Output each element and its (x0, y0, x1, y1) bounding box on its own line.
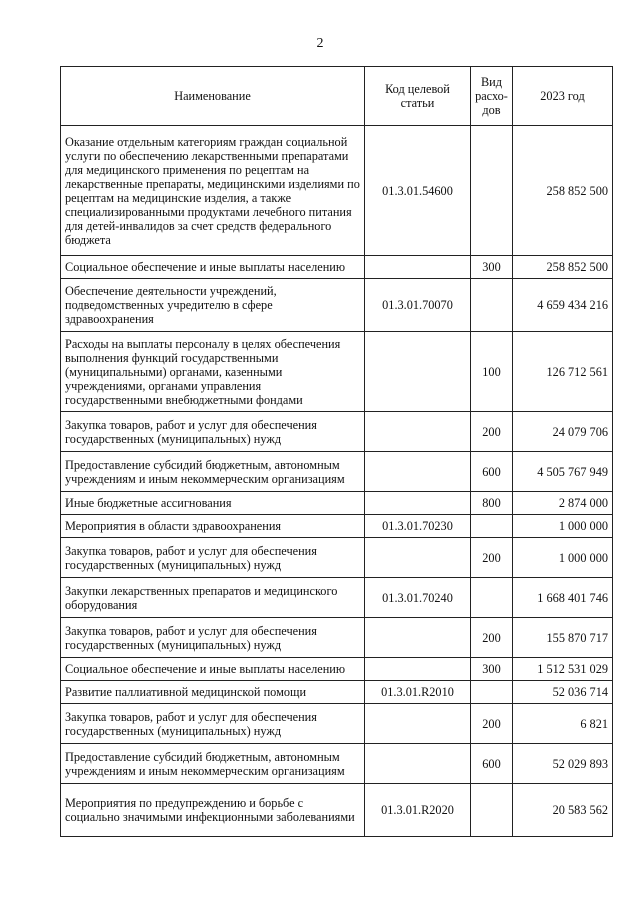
row-amount: 4 659 434 216 (513, 279, 613, 332)
row-code (365, 332, 471, 412)
table-row (61, 784, 613, 837)
row-amount: 24 079 706 (513, 412, 613, 452)
table-row (61, 515, 613, 538)
row-vid: 200 (471, 704, 513, 744)
table-row (61, 126, 613, 256)
row-name: Обеспечение деятельности учреждений, подведомственных учредителю в сфере здравоохранения (61, 279, 365, 332)
row-code (365, 538, 471, 578)
row-code (365, 256, 471, 279)
table-row (61, 279, 613, 332)
row-name: Закупка товаров, работ и услуг для обеспечения государственных (муниципальных) нужд (61, 412, 365, 452)
row-name: Социальное обеспечение и иные выплаты населению (61, 256, 365, 279)
row-code (365, 744, 471, 784)
row-name: Предоставление субсидий бюджетным, автономным учреждениям и иным некоммерческим организациям (61, 452, 365, 492)
row-code (365, 618, 471, 658)
row-vid: 100 (471, 332, 513, 412)
header-year: 2023 год (513, 67, 613, 126)
row-code (365, 492, 471, 515)
row-name: Предоставление субсидий бюджетным, автономным учреждениям и иным некоммерческим организациям (61, 744, 365, 784)
row-vid (471, 126, 513, 256)
row-name: Развитие паллиативной медицинской помощи (61, 681, 365, 704)
row-vid: 600 (471, 452, 513, 492)
row-code: 01.3.01.R2020 (365, 784, 471, 837)
row-vid: 600 (471, 744, 513, 784)
row-name: Социальное обеспечение и иные выплаты населению (61, 658, 365, 681)
row-code (365, 658, 471, 681)
table-row (61, 704, 613, 744)
row-name: Закупка товаров, работ и услуг для обеспечения государственных (муниципальных) нужд (61, 618, 365, 658)
row-code: 01.3.01.R2010 (365, 681, 471, 704)
header-vid: Вид расхо-дов (471, 67, 513, 126)
row-name: Закупка товаров, работ и услуг для обеспечения государственных (муниципальных) нужд (61, 704, 365, 744)
row-vid: 800 (471, 492, 513, 515)
row-amount: 1 000 000 (513, 515, 613, 538)
row-vid: 200 (471, 412, 513, 452)
row-vid: 200 (471, 618, 513, 658)
row-code: 01.3.01.70240 (365, 578, 471, 618)
row-name: Оказание отдельным категориям граждан социальной услуги по обеспечению лекарственными препаратами для медицинского применения по рецептам на лекарственные препараты, медицинскими изделиями по рецептам на медицинские изделия, а также специализированными продуктами лечебного питания для детей-инвалидов за счет средств федерального бюджета (61, 126, 365, 256)
table-row (61, 578, 613, 618)
row-name: Мероприятия в области здравоохранения (61, 515, 365, 538)
row-amount: 52 029 893 (513, 744, 613, 784)
row-name: Закупки лекарственных препаратов и медицинского оборудования (61, 578, 365, 618)
row-name: Мероприятия по предупреждению и борьбе с социально значимыми инфекционными заболеваниями (61, 784, 365, 837)
page-number: 2 (316, 36, 324, 51)
row-code (365, 704, 471, 744)
row-vid (471, 578, 513, 618)
table-row (61, 412, 613, 452)
row-amount: 52 036 714 (513, 681, 613, 704)
table-row (61, 618, 613, 658)
row-code: 01.3.01.70230 (365, 515, 471, 538)
row-name: Закупка товаров, работ и услуг для обеспечения государственных (муниципальных) нужд (61, 538, 365, 578)
row-amount: 258 852 500 (513, 126, 613, 256)
row-amount: 2 874 000 (513, 492, 613, 515)
row-vid (471, 515, 513, 538)
row-vid: 200 (471, 538, 513, 578)
row-amount: 258 852 500 (513, 256, 613, 279)
header-code: Код целевой статьи (365, 67, 471, 126)
row-vid: 300 (471, 256, 513, 279)
row-vid (471, 681, 513, 704)
row-code: 01.3.01.70070 (365, 279, 471, 332)
table-row (61, 681, 613, 704)
budget-table (60, 66, 613, 837)
table-row (61, 452, 613, 492)
table-header-row (61, 67, 613, 126)
row-vid: 300 (471, 658, 513, 681)
row-vid (471, 784, 513, 837)
row-amount: 1 000 000 (513, 538, 613, 578)
row-amount: 1 668 401 746 (513, 578, 613, 618)
row-amount: 1 512 531 029 (513, 658, 613, 681)
row-amount: 4 505 767 949 (513, 452, 613, 492)
row-name: Расходы на выплаты персоналу в целях обеспечения выполнения функций государственными (муниципальными) органами, казенными учреждениями, органами управления государственными внебюджетными фондами (61, 332, 365, 412)
row-vid (471, 279, 513, 332)
table-row (61, 658, 613, 681)
table-row (61, 332, 613, 412)
row-amount: 20 583 562 (513, 784, 613, 837)
row-code: 01.3.01.54600 (365, 126, 471, 256)
row-code (365, 452, 471, 492)
row-amount: 126 712 561 (513, 332, 613, 412)
table-row (61, 256, 613, 279)
row-amount: 6 821 (513, 704, 613, 744)
table-row (61, 538, 613, 578)
row-code (365, 412, 471, 452)
row-amount: 155 870 717 (513, 618, 613, 658)
table-row (61, 492, 613, 515)
row-name: Иные бюджетные ассигнования (61, 492, 365, 515)
table-row (61, 744, 613, 784)
header-name: Наименование (61, 67, 365, 126)
